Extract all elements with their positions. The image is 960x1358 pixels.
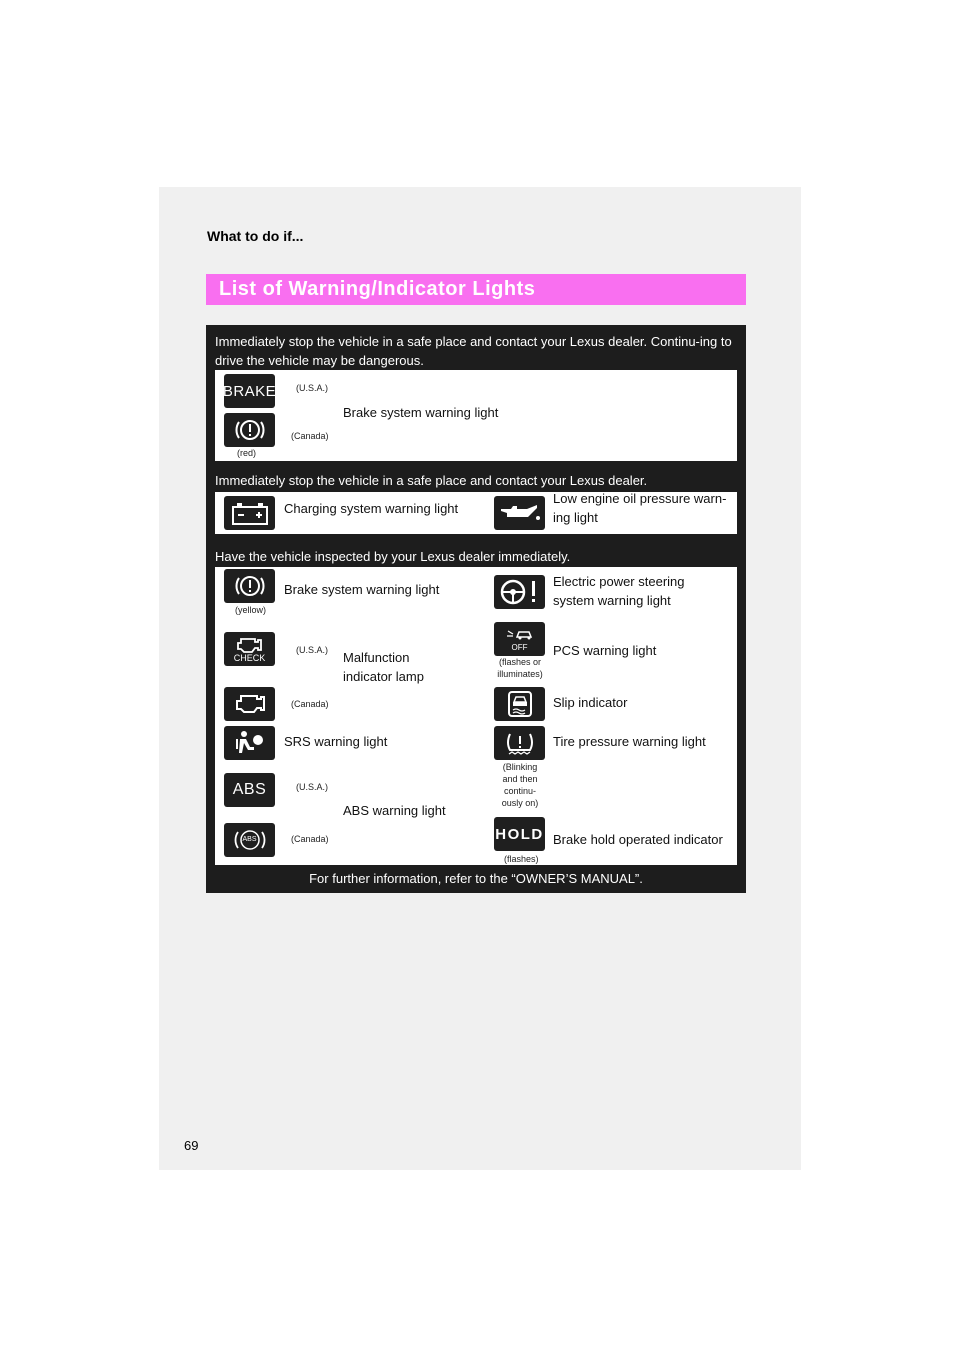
check-engine-canada-icon — [224, 687, 275, 721]
canada-tag: (Canada) — [291, 431, 329, 441]
usa-tag: (U.S.A.) — [296, 383, 329, 393]
section-2-box — [215, 492, 737, 534]
brake-exclaim-red-icon — [224, 413, 275, 447]
section-title: List of Warning/Indicator Lights — [219, 278, 536, 300]
pcs-label: PCS warning light — [553, 643, 657, 658]
mil-label: Malfunction indicator lamp — [343, 650, 424, 684]
abs-canada-icon: ABS — [224, 823, 275, 857]
abs-usa-tag: (U.S.A.) — [296, 782, 329, 792]
brake-exclaim-yellow-icon — [224, 569, 275, 603]
pcs-tag: (flashes or illuminates) — [497, 657, 543, 679]
mil-usa-tag: (U.S.A.) — [296, 645, 329, 655]
charging-system-label: Charging system warning light — [284, 501, 459, 516]
tire-pressure-icon — [494, 726, 545, 760]
oil-can-icon — [494, 496, 545, 530]
section-3-heading: Have the vehicle inspected by your Lexus dealer immediately. — [215, 549, 571, 564]
eps-label: Electric power steering system warning light — [553, 574, 685, 608]
slip-indicator-icon — [494, 687, 545, 721]
brake-system-label: Brake system warning light — [343, 405, 499, 420]
page-header: What to do if... — [207, 228, 304, 244]
brake-hold-icon: HOLD — [494, 817, 545, 851]
footer-note: For further information, refer to the “OWNER’S MANUAL”. — [309, 871, 643, 886]
steering-warning-icon — [494, 575, 545, 609]
srs-airbag-icon — [224, 726, 275, 760]
oil-pressure-label: Low engine oil pressure warn-ing light — [553, 491, 727, 525]
abs-label: ABS warning light — [343, 803, 446, 818]
section-title-bar — [206, 274, 746, 305]
red-tag: (red) — [237, 448, 257, 458]
yellow-tag: (yellow) — [235, 605, 267, 615]
warning-lights-panel — [206, 325, 746, 893]
srs-label: SRS warning light — [284, 734, 388, 749]
section-2-heading: Immediately stop the vehicle in a safe place and contact your Lexus dealer. — [215, 473, 648, 488]
section-3-box — [215, 567, 737, 865]
mil-canada-tag: (Canada) — [291, 699, 329, 709]
page-number: 69 — [184, 1138, 199, 1153]
battery-icon — [224, 496, 275, 530]
tire-pressure-label: Tire pressure warning light — [553, 734, 706, 749]
hold-tag: (flashes) — [504, 854, 539, 864]
brake-text-icon: BRAKE — [224, 374, 275, 408]
brake-hold-label: Brake hold operated indicator — [553, 832, 723, 847]
abs-canada-tag: (Canada) — [291, 834, 329, 844]
check-engine-usa-icon: CHECK — [224, 632, 275, 666]
brake-system-yellow-label: Brake system warning light — [284, 582, 440, 597]
section-1-box — [215, 370, 737, 461]
abs-usa-icon: ABS — [224, 773, 275, 807]
pcs-off-icon: OFF — [494, 622, 545, 656]
section-1-heading: Immediately stop the vehicle in a safe place and contact your Lexus dealer. Continu-ing to drive the vehicle may be dangerous. — [215, 334, 732, 368]
slip-label: Slip indicator — [553, 695, 628, 710]
tire-tag: (Blinking and then continu-ously on) — [501, 762, 539, 808]
